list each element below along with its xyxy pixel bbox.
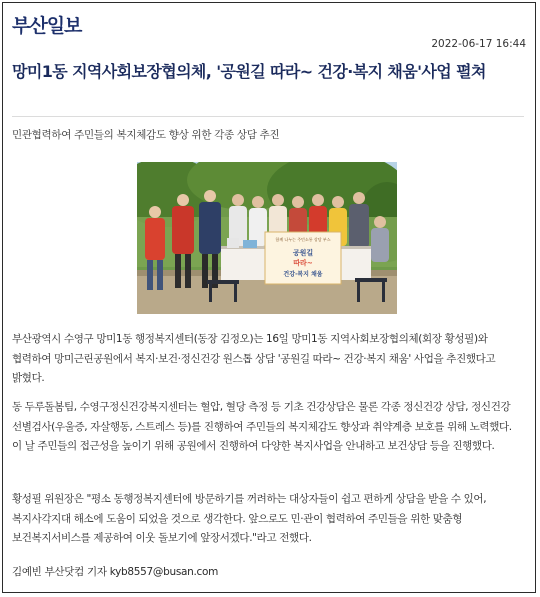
publish-datetime: 2022-06-17 16:44	[431, 38, 526, 50]
article-byline: 김예빈 부산닷컴 기자 kyb8557@busan.com	[12, 566, 219, 578]
article-photo	[137, 162, 397, 314]
headline-divider	[12, 116, 524, 117]
photo-banner-line-2: 따라~	[293, 259, 313, 267]
article-paragraph-1: 부산광역시 수영구 망미1동 행정복지센터(동장 김정오)는 16일 망미1동 지역사회보장협의체(회장 황성필)와 협력하여 망미근린공원에서 복지·보건·정신건강 원스톱 상담 '공원길 따라~ 건강·복지 채움' 사업을 추진했다고 밝혔다.	[12, 333, 496, 384]
photo-banner-line-1: 공원길	[292, 249, 314, 257]
photo-banner-line-3: 건강·복지 채움	[283, 271, 323, 278]
brand-logo[interactable]: 부산일보	[12, 15, 82, 37]
article-subheadline: 민관협력하여 주민들의 복지체감도 향상 위한 각종 상담 추진	[12, 129, 280, 141]
article-photo-illustration	[137, 162, 397, 314]
article-headline: 망미1동 지역사회보장협의체, '공원길 따라~ 건강·복지 채움'사업 펼쳐	[12, 62, 486, 81]
article-paragraph-2: 동 두루돌봄팀, 수영구정신건강복지센터는 혈압, 혈당 측정 등 기초 건강상담은 물론 각종 정신건강 상담, 정신건강 선별검사(우울증, 자살행동, 스트레스 등)를 진행하여 주민들의 복지체감도 향상과 취약계층 보호를 위해 노력했다. 이 날 주민들의 접근성을 높이기 위해 공원에서 진행하여 다양한 복지사업을 안내하고 보건상담 등을 진행했다.	[12, 401, 512, 452]
article-paragraph-3: 황성필 위원장은 "평소 동행정복지센터에 방문하기를 꺼려하는 대상자들이 쉽고 편하게 상담을 받을 수 있어, 복지사각지대 해소에 도움이 되었을 것으로 생각한다. 앞으로도 민·관이 협력하여 주민들을 위한 맞춤형 보건복지서비스를 제공하여 이웃 돌보기에 앞장서겠다."라고 전했다.	[12, 493, 487, 544]
photo-banner-top: 함께 나누는 주민소통 상담 부스	[275, 237, 331, 242]
